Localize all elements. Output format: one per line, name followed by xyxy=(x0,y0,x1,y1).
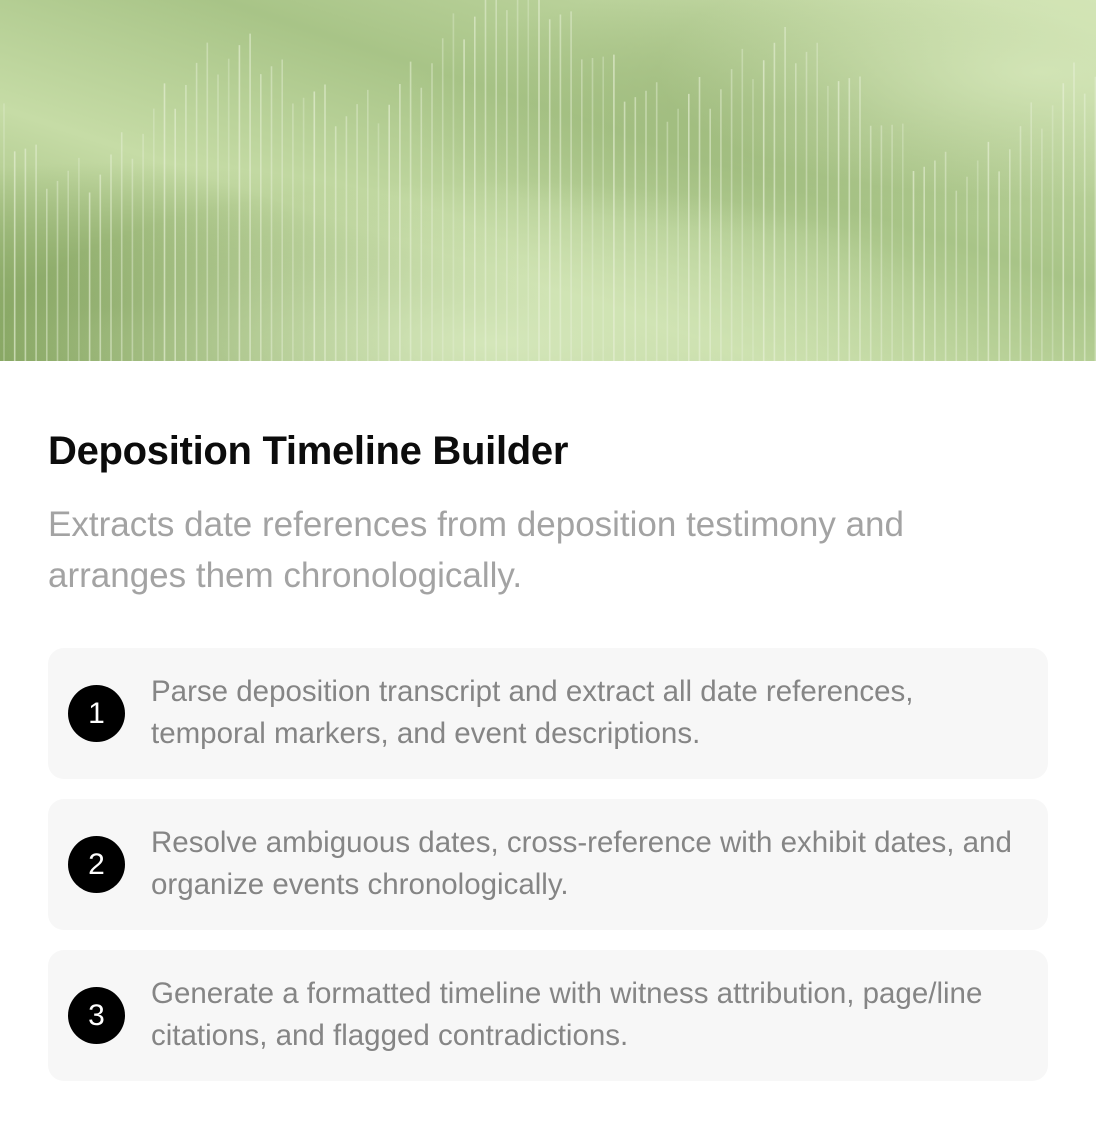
step-number-badge: 2 xyxy=(68,836,125,893)
card-title: Deposition Timeline Builder xyxy=(48,429,569,473)
step-description: Generate a formatted timeline with witness attribution, page/line citations, and flagged contradictions. xyxy=(151,977,983,1052)
step-description: Resolve ambiguous dates, cross-reference with exhibit dates, and organize events chronologically. xyxy=(151,826,1012,901)
step-description: Parse deposition transcript and extract all date references, temporal markers, and event descriptions. xyxy=(151,675,914,750)
hero-banner-image xyxy=(0,0,1096,361)
step-number-badge: 1 xyxy=(68,685,125,742)
step-card-3 xyxy=(48,950,1048,1081)
step-number-badge: 3 xyxy=(68,987,125,1044)
step-card-1 xyxy=(48,648,1048,779)
card-description: Extracts date references from deposition testimony and arranges them chronologically. xyxy=(48,505,904,595)
step-card-2 xyxy=(48,799,1048,930)
